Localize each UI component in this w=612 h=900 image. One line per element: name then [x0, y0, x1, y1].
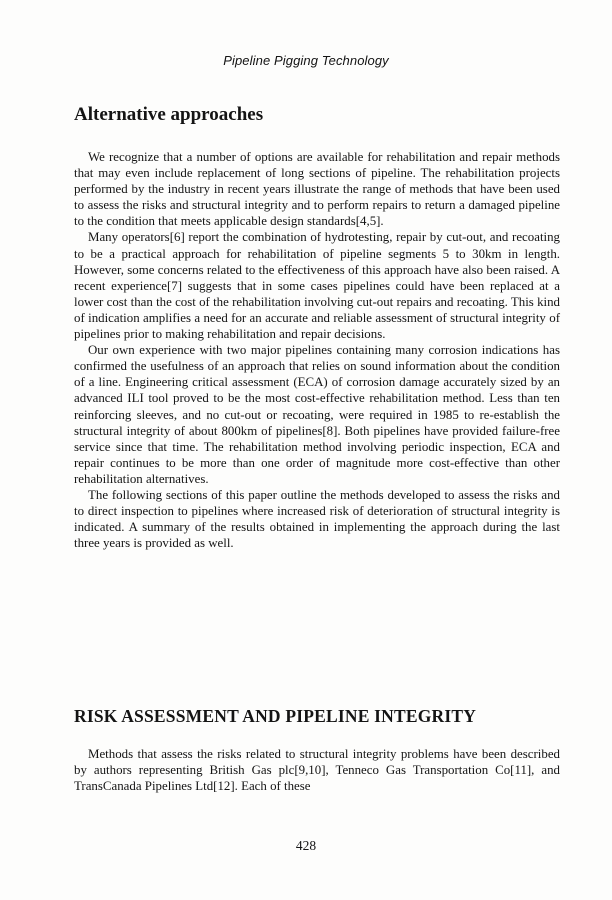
- section-heading-risk-assessment: RISK ASSESSMENT AND PIPELINE INTEGRITY: [74, 706, 477, 726]
- section-heading-alternative-approaches: Alternative approaches: [74, 104, 264, 125]
- page-number: 428: [295, 838, 317, 853]
- section-body-risk-assessment: [74, 746, 560, 794]
- paragraph: Many operators[6] report the combination of hydrotesting, repair by cut-out, and recoating to be a practical approach for rehabilitation of pipeline segments 5 to 30km in length. However, some concerns related to the effectiveness of this approach have also been raised. A recent experience[7] suggests that in some cases pipelines could have been replaced at a lower cost than the cost of the rehabilitation involving cut-out repairs and recoating. This kind of indication amplifies a need for an accurate and reliable assessment of structural integrity of pipelines prior to making rehabilitation and repair decisions.: [74, 230, 560, 342]
- section-body-alternative-approaches: [74, 149, 560, 551]
- paragraph: We recognize that a number of options are available for rehabilitation and repair methods that may even include replacement of long sections of pipeline. The rehabilitation projects performed by the industry in recent years illustrate the range of methods that have been used to assess the risks and structural integrity and to perform repairs to return a damaged pipeline to the condition that meets applicable design standards[4,5].: [74, 150, 560, 229]
- paragraph: The following sections of this paper outline the methods developed to assess the risks and to direct inspection to pipelines where increased risk of deterioration of structural integrity is indicated. A summary of the results obtained in implementing the approach during the last three years is provided as well.: [74, 487, 560, 551]
- paragraph: Methods that assess the risks related to structural integrity problems have been described by authors representing British Gas plc[9,10], Tenneco Gas Transportation Co[11], and TransCanada Pipelines Ltd[12]. Each of these: [74, 747, 560, 794]
- paragraph: Our own experience with two major pipelines containing many corrosion indications has confirmed the usefulness of an approach that relies on sound information about the condition of a line. Engineering critical assessment (ECA) of corrosion damage accurately sized by an advanced ILI tool proved to be the most cost-effective rehabilitation method. Less than ten reinforcing sleeves, and no cut-out or recoating, were required in 1985 to re-establish the structural integrity of about 800km of pipelines[8]. Both pipelines have provided failure-free service since that time. The rehabilitation method involving periodic inspection, ECA and repair continues to be more than one order of magnitude more cost-effective than other rehabilitation alternatives.: [74, 343, 560, 486]
- running-head: Pipeline Pigging Technology: [223, 53, 389, 68]
